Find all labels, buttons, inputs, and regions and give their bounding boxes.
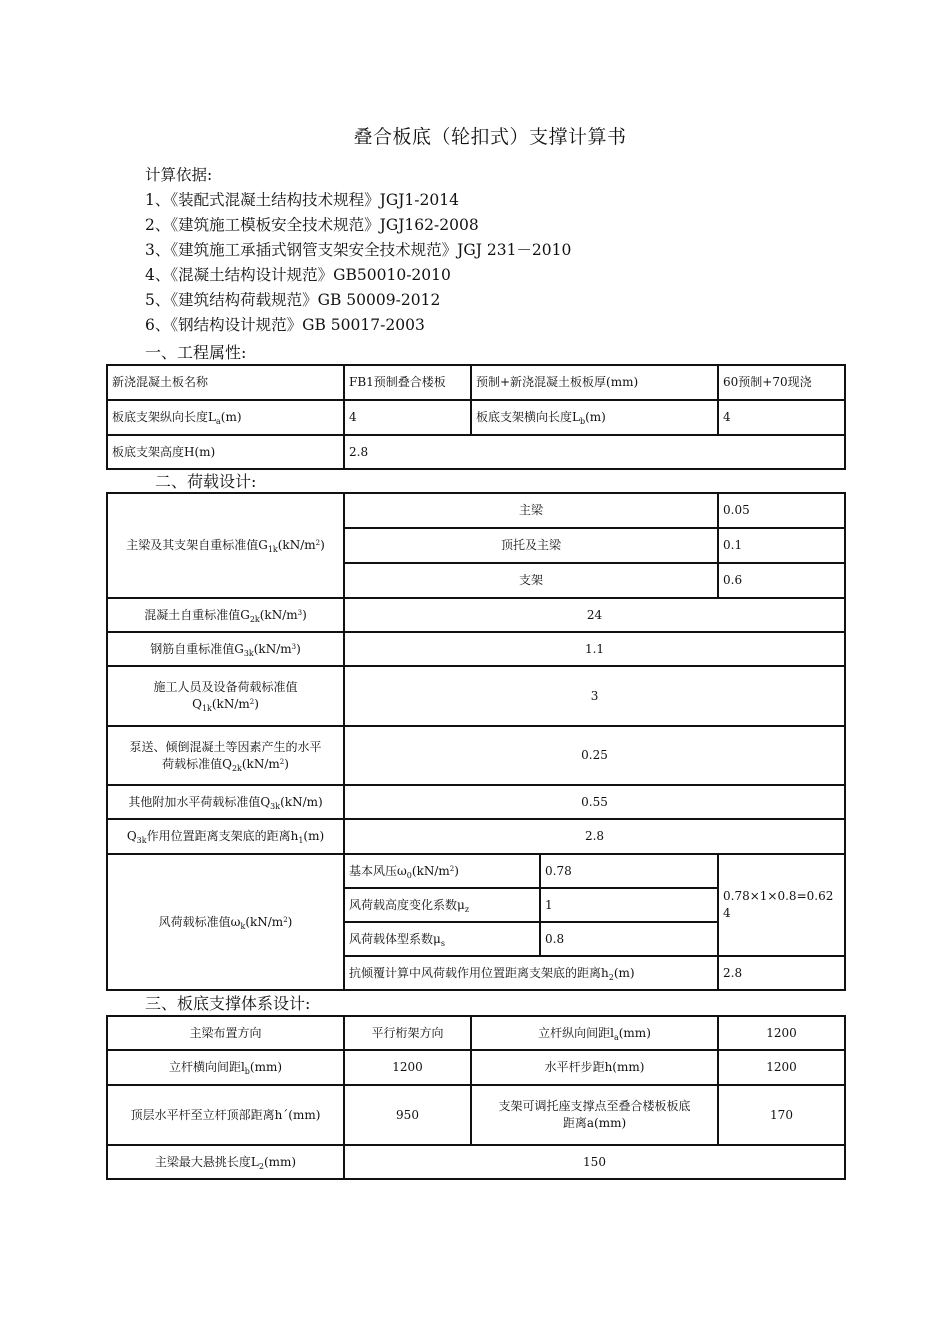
- q3k-value: 0.55: [344, 785, 845, 819]
- table-row: [107, 666, 845, 726]
- top-rod-distance-value: 950: [344, 1085, 471, 1145]
- table-row: [107, 598, 845, 632]
- base-wind-pressure-value: 0.78: [540, 854, 718, 888]
- cantilever-length-label: 主梁最大悬挑长度$L_2(mm)$: [107, 1145, 344, 1179]
- height-coefficient-label: 风荷载高度变化系数$\mu_z$: [344, 888, 540, 922]
- slab-name-value: FB1预制叠合楼板: [344, 365, 471, 400]
- g1k-item-value: 0.6: [718, 563, 845, 598]
- basis-item: 2、《建筑施工模板安全技术规范》JGJ162-2008: [145, 216, 479, 234]
- calculation-basis: [145, 163, 571, 338]
- g2k-label: 混凝土自重标准值$G_{2k}(kN/m^3)$: [107, 598, 344, 632]
- step-distance-label: 水平杆步距h(mm): [471, 1050, 718, 1085]
- section-heading-loads: 二、荷载设计:: [155, 472, 257, 491]
- basis-item: 6、《钢结构设计规范》GB 50017-2003: [145, 316, 425, 334]
- h1-label: $Q_{3k}$作用位置距离支架底的距离$h_1(m)$: [107, 819, 344, 854]
- slab-thickness-value: 60预制+70现浇: [718, 365, 845, 400]
- table-row: [107, 435, 845, 469]
- table-row: [107, 1016, 845, 1050]
- support-length-lb-label: 板底支架横向长度$L_b(m)$: [471, 400, 718, 435]
- g1k-item-value: 0.05: [718, 493, 845, 528]
- slab-name-label: 新浇混凝土板名称: [107, 365, 344, 400]
- table-row: [107, 1145, 845, 1179]
- basis-item: 5、《建筑结构荷载规范》GB 50009-2012: [145, 291, 441, 309]
- g1k-item-name: 主梁: [344, 493, 718, 528]
- table-row: [107, 854, 845, 888]
- support-length-la-value: 4: [344, 400, 471, 435]
- shape-coefficient-value: 0.8: [540, 922, 718, 956]
- q1k-label: 施工人员及设备荷载标准值 $Q_{1k}(kN/m^2)$: [107, 666, 344, 726]
- table-row: [107, 400, 845, 435]
- support-system-table: [106, 1015, 846, 1180]
- table-row: [107, 726, 845, 785]
- section-heading-support: 三、板底支撑体系设计:: [145, 994, 311, 1013]
- q2k-label: 泵送、倾倒混凝土等因素产生的水平 荷载标准值$Q_{2k}(kN/m^2)$: [107, 726, 344, 785]
- shape-coefficient-label: 风荷载体型系数$\mu_s$: [344, 922, 540, 956]
- beam-direction-label: 主梁布置方向: [107, 1016, 344, 1050]
- table-row: [107, 632, 845, 666]
- base-wind-pressure-label: 基本风压$\omega_0(kN/m^2)$: [344, 854, 540, 888]
- page-title: 叠合板底（轮扣式）支撑计算书: [353, 126, 627, 148]
- load-design-table: [106, 492, 846, 991]
- table-row: [107, 365, 845, 400]
- wind-load-result: 0.78×1×0.8=0.624: [718, 854, 845, 956]
- support-height-value: 2.8: [344, 435, 845, 469]
- cantilever-length-value: 150: [344, 1145, 845, 1179]
- support-length-la-label: 板底支架纵向长度$L_a(m)$: [107, 400, 344, 435]
- table-row: [107, 1050, 845, 1085]
- g3k-label: 钢筋自重标准值$G_{3k}(kN/m^3)$: [107, 632, 344, 666]
- top-rod-distance-label: 顶层水平杆至立杆顶部距离h´(mm): [107, 1085, 344, 1145]
- wind-load-label: 风荷载标准值$\omega_k(kN/m^2)$: [107, 854, 344, 990]
- height-coefficient-value: 1: [540, 888, 718, 922]
- pole-spacing-la-value: 1200: [718, 1016, 845, 1050]
- h2-label: 抗倾覆计算中风荷载作用位置距离支架底的距离$h_2(m)$: [344, 956, 718, 990]
- pole-spacing-la-label: 立杆纵向间距$l_a(mm)$: [471, 1016, 718, 1050]
- adjustable-support-distance-value: 170: [718, 1085, 845, 1145]
- support-height-label: 板底支架高度H(m): [107, 435, 344, 469]
- q3k-label: 其他附加水平荷载标准值$Q_{3k}(kN/m)$: [107, 785, 344, 819]
- basis-item: 1、《装配式混凝土结构技术规程》JGJ1-2014: [145, 191, 459, 209]
- slab-thickness-label: 预制+新浇混凝土板板厚(mm): [471, 365, 718, 400]
- h1-value: 2.8: [344, 819, 845, 854]
- support-length-lb-value: 4: [718, 400, 845, 435]
- g1k-item-name: 支架: [344, 563, 718, 598]
- table-row: [107, 493, 845, 528]
- g1k-item-value: 0.1: [718, 528, 845, 563]
- beam-direction-value: 平行桁架方向: [344, 1016, 471, 1050]
- basis-heading: 计算依据:: [145, 166, 213, 184]
- pole-spacing-lb-value: 1200: [344, 1050, 471, 1085]
- table-row: [107, 1085, 845, 1145]
- basis-item: 4、《混凝土结构设计规范》GB50010-2010: [145, 266, 451, 284]
- g1k-label: 主梁及其支架自重标准值$G_{1k}(kN/m^2)$: [107, 493, 344, 598]
- section-heading-project: 一、工程属性:: [145, 343, 247, 362]
- g3k-value: 1.1: [344, 632, 845, 666]
- pole-spacing-lb-label: 立杆横向间距$l_b(mm)$: [107, 1050, 344, 1085]
- project-attributes-table: [106, 364, 846, 470]
- basis-item: 3、《建筑施工承插式钢管支架安全技术规范》JGJ 231－2010: [145, 241, 572, 259]
- table-row: [107, 785, 845, 819]
- adjustable-support-distance-label: 支架可调托座支撑点至叠合楼板板底 距离a(mm): [471, 1085, 718, 1145]
- h2-value: 2.8: [718, 956, 845, 990]
- q1k-value: 3: [344, 666, 845, 726]
- q2k-value: 0.25: [344, 726, 845, 785]
- table-row: [107, 819, 845, 854]
- g1k-item-name: 顶托及主梁: [344, 528, 718, 563]
- step-distance-value: 1200: [718, 1050, 845, 1085]
- g2k-value: 24: [344, 598, 845, 632]
